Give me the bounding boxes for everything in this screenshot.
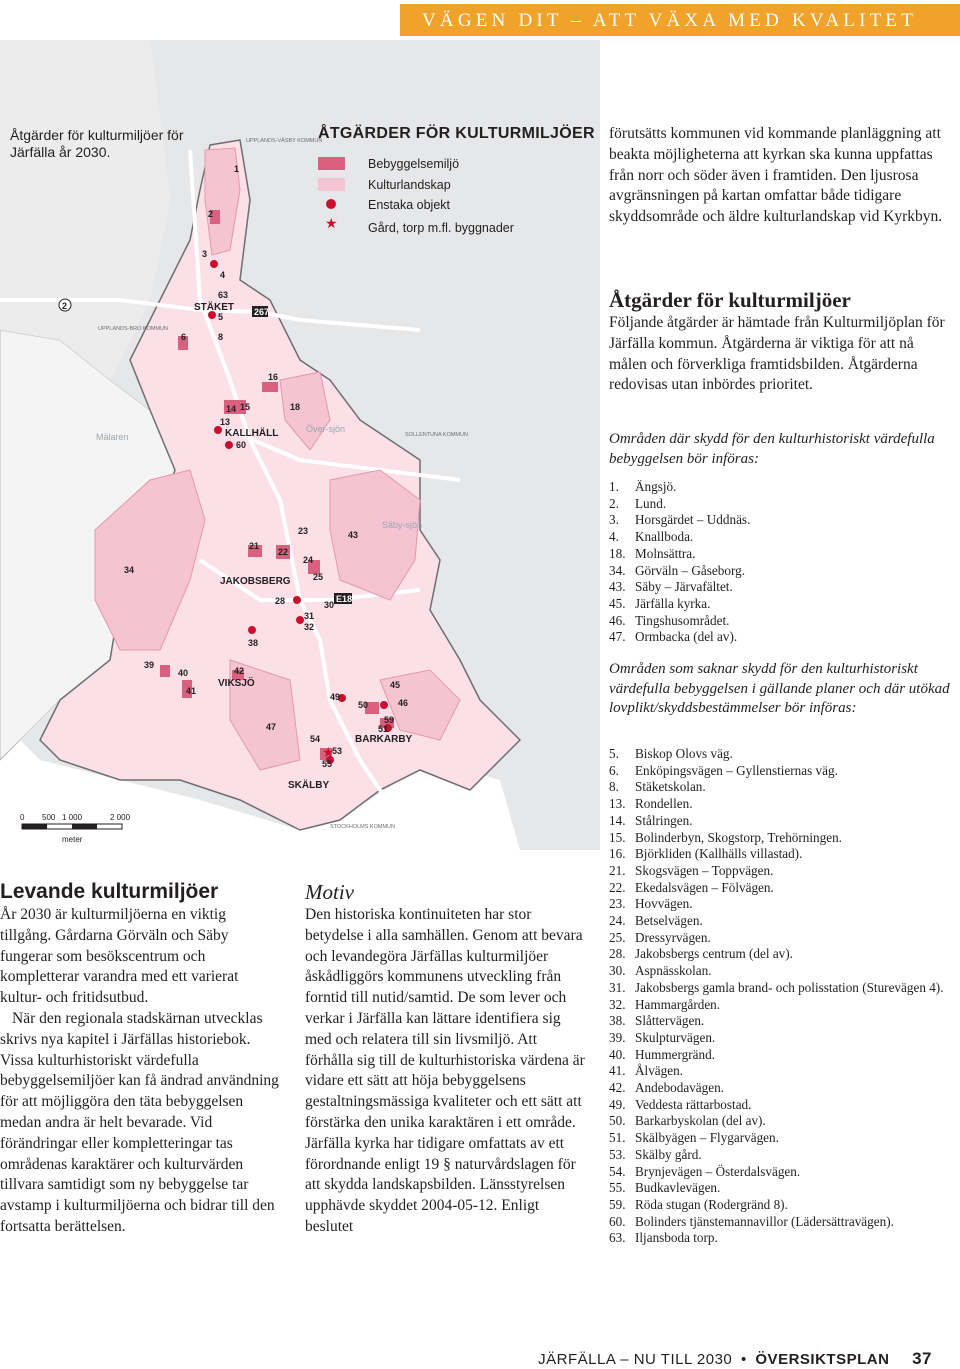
- area-number: 46: [398, 698, 409, 708]
- list-item: 50. Barkarbyskolan (del av).: [609, 1113, 766, 1129]
- list-item: 63. Iljansboda torp.: [609, 1230, 718, 1246]
- area-number: 5: [218, 312, 224, 322]
- list-item: 18. Molnsättra.: [609, 545, 696, 561]
- area-number: 30: [324, 600, 335, 610]
- area-number: 45: [390, 680, 401, 690]
- label-upplands-vasby: UPPLANDS-VÄSBY KOMMUN: [246, 138, 323, 144]
- scale-tick: 0: [20, 813, 25, 822]
- list-lovplikt: [609, 746, 954, 1247]
- column-heading: Motiv: [305, 880, 354, 904]
- legend-star-icon: ★: [325, 216, 338, 232]
- scale-bar: [20, 813, 131, 844]
- legend-item: Bebyggelsemiljö: [368, 157, 460, 171]
- label-malaren: Mälaren: [96, 432, 129, 442]
- list-item: 2. Lund.: [609, 495, 667, 511]
- area-number: 59: [384, 715, 395, 725]
- list-item: 4. Knallboda.: [609, 529, 694, 545]
- area-number: 15: [240, 402, 251, 412]
- list-protection: [609, 479, 954, 646]
- list-item: 32. Hammargården.: [609, 996, 721, 1012]
- area-number: 3: [202, 249, 208, 259]
- list-item: 42. Andebodavägen.: [609, 1080, 724, 1096]
- area-number: 8: [218, 332, 224, 342]
- label-jakobsberg: JAKOBSBERG: [220, 576, 291, 587]
- list-item: 24. Betselvägen.: [609, 913, 703, 929]
- list-item: 16. Björkliden (Kallhälls villastad).: [609, 846, 803, 862]
- map-caption: Åtgärder för kulturmiljöer för Järfälla år 2030.: [10, 127, 184, 160]
- section-intro: Följande åtgärder är hämtade från Kulturmiljöplan för Järfälla kommun. Åtgärderna är viktiga för att nå målen och förverkliga framtidsbilden. Åtgärderna redovisas utan inbördes prioritet.: [609, 314, 945, 394]
- area-number: 28: [275, 596, 286, 606]
- area-number: 55: [322, 759, 333, 769]
- list-item: 5. Biskop Olovs väg.: [609, 746, 733, 761]
- scale-unit: meter: [62, 835, 83, 844]
- subheading-protection: Områden där skydd för den kulturhistoriskt värdefulla bebyggelsen bör införas:: [609, 431, 935, 467]
- list-item: 41. Ålvägen.: [609, 1063, 683, 1079]
- paragraph: År 2030 är kulturmiljöerna en viktig tillgång. Gårdarna Görväln och Säby fungerar som besökscentrum och kompletterar varandra med ett varierat kultur- och fritidsutbud.: [0, 906, 239, 1007]
- svg-text:267: 267: [254, 307, 270, 317]
- list-item: 34. Görväln – Gåseborg.: [609, 562, 745, 578]
- list-item: 28. Jakobsbergs centrum (del av).: [609, 946, 793, 962]
- map: [0, 40, 600, 850]
- list-item: 59. Röda stugan (Rodergränd 8).: [609, 1196, 788, 1212]
- area-number: 14: [226, 404, 237, 414]
- area-number: 41: [186, 686, 197, 696]
- area-number: 38: [248, 638, 259, 648]
- label-viksjo: VIKSJÖ: [218, 678, 255, 689]
- header-banner: [400, 4, 960, 36]
- column-heading: Levande kulturmiljöer: [0, 880, 219, 903]
- area-number: 13: [220, 417, 231, 427]
- area-number: 50: [358, 700, 369, 710]
- area-number: 25: [313, 572, 324, 582]
- list-item: 54. Brynjevägen – Österdalsvägen.: [609, 1163, 801, 1179]
- list-item: 46. Tingshusområdet.: [609, 612, 730, 628]
- continuation-text: förutsätts kommunen vid kommande planläggning att beakta möjligheterna att kyrkan ska kunna uppfattas från norr och söder även i framtiden. Den ljusrosa avgränsningen på kartan omfattar både tidigare skyddsområde och äldre kulturlandskap vid Kyrkbyn.: [609, 125, 943, 226]
- label-sabysjon: Säby-sjön: [382, 520, 423, 530]
- list-item: 38. Slåttervägen.: [609, 1013, 705, 1029]
- list-item: 25. Dressyrvägen.: [609, 929, 711, 945]
- legend-item: Kulturlandskap: [368, 178, 451, 192]
- label-kallhall: KALLHÄLL: [225, 428, 279, 439]
- list-item: 53. Skälby gård.: [609, 1146, 702, 1162]
- area-number: 23: [298, 526, 309, 536]
- column-levande: [0, 880, 280, 1238]
- scale-tick: 1 000: [62, 813, 83, 822]
- area-number: 53: [332, 746, 343, 756]
- area-number: 51: [378, 724, 389, 734]
- area-number: 6: [181, 332, 187, 342]
- list-item: 47. Ormbacka (del av).: [609, 629, 738, 645]
- list-item: 21. Skogsvägen – Toppvägen.: [609, 862, 774, 878]
- area-number: 42: [234, 666, 245, 676]
- label-skalby: SKÄLBY: [288, 780, 330, 791]
- list-item: 45. Järfälla kyrka.: [609, 595, 711, 611]
- legend-title: ÅTGÄRDER FÖR KULTURMILJÖER: [318, 125, 595, 142]
- area-number: 47: [266, 722, 277, 732]
- list-item: 13. Rondellen.: [609, 796, 693, 812]
- area-number: 32: [304, 622, 315, 632]
- list-item: 43. Säby – Järvafältet.: [609, 579, 733, 595]
- list-item: 31. Jakobsbergs gamla brand- och polisstation (Sturevägen 4).: [609, 979, 944, 995]
- area-number: 1: [234, 164, 240, 174]
- list-item: 15. Bolinderbyn, Skogstorp, Trehörningen.: [609, 829, 842, 845]
- legend-swatch-bebyggelse: [318, 157, 345, 170]
- banner-title: VÄGEN DIT – ATT VÄXA MED KVALITET: [422, 10, 918, 31]
- list-item: 60. Bolinders tjänstemannavillor (Lädersättravägen).: [609, 1213, 894, 1229]
- list-item: 51. Skälbyägen – Flygarvägen.: [609, 1130, 779, 1146]
- footer-section: ÖVERSIKTSPLAN: [755, 1351, 890, 1368]
- subheading-lovplikt: Områden som saknar skydd för den kulturhistoriskt värdefulla bebyggelsen i gällande planer och där utökad lovplikt/skyddsbestämmelser bör införas:: [609, 661, 950, 716]
- area-number: 40: [178, 668, 189, 678]
- list-item: 6. Enköpingsvägen – Gyllenstiernas väg.: [609, 762, 838, 778]
- area-number: 22: [278, 547, 289, 557]
- label-barkarby: BARKARBY: [355, 734, 413, 745]
- area-number: 21: [249, 541, 260, 551]
- page-number: 37: [912, 1349, 932, 1368]
- area-number: 34: [124, 565, 135, 575]
- label-oversjon: Över-sjön: [306, 424, 346, 434]
- area-number: 63: [218, 290, 229, 300]
- label-upplands-bro: UPPLANDS-BRO KOMMUN: [98, 326, 168, 332]
- page-footer: [538, 1349, 932, 1369]
- column-motiv: [305, 880, 585, 1238]
- list-item: 23. Hovvägen.: [609, 896, 693, 912]
- label-staket: STÄKET: [194, 302, 234, 313]
- area-number: 18: [290, 402, 301, 412]
- legend-item: Enstaka objekt: [368, 198, 450, 212]
- area-number: 4: [220, 270, 226, 280]
- area-number: 54: [310, 734, 321, 744]
- area-number: 49: [330, 692, 341, 702]
- area-number: 2: [208, 209, 214, 219]
- area-number: 24: [303, 555, 314, 565]
- footer-title: JÄRFÄLLA – NU TILL 2030: [538, 1351, 733, 1368]
- list-item: 30. Aspnässkolan.: [609, 963, 712, 979]
- list-item: 8. Stäketskolan.: [609, 779, 706, 795]
- list-item: 3. Horsgärdet – Uddnäs.: [609, 512, 751, 528]
- list-item: 14. Stålringen.: [609, 812, 693, 828]
- legend-swatch-kulturlandskap: [318, 178, 345, 191]
- area-number: 39: [144, 660, 155, 670]
- footer-separator: •: [740, 1351, 747, 1368]
- area-number: 31: [304, 611, 315, 621]
- scale-tick: 500: [42, 813, 56, 822]
- svg-text:E18: E18: [336, 594, 353, 604]
- svg-text:2: 2: [62, 301, 68, 311]
- list-item: 1. Ängsjö.: [609, 479, 677, 494]
- area-number: 43: [348, 530, 359, 540]
- label-stockholms: STOCKHOLMS KOMMUN: [330, 824, 395, 830]
- legend-item: Gård, torp m.fl. byggnader: [368, 221, 514, 235]
- scale-tick: 2 000: [110, 813, 131, 822]
- label-sollentuna: SOLLENTUNA KOMMUN: [405, 432, 468, 438]
- list-item: 39. Skulpturvägen.: [609, 1029, 716, 1045]
- area-number: 16: [268, 372, 279, 382]
- gard-star-icon: ★: [322, 744, 335, 760]
- section-heading: Åtgärder för kulturmiljöer: [609, 288, 851, 312]
- paragraph: Den historiska kontinuiteten har stor betydelse i alla samhällen. Genom att bevara och levandegöra Järfällas kulturmiljöer åskådliggörs kommunens utveckling från forntid till nutid/samtid. De som lever och verkar i Järfälla kan lättare identifiera sig med och relatera till sin livsmiljö. Att förhålla sig till de kulturhistoriska värdena är vidare ett sätt att höja bebyggelsens gestaltningsmässiga kvaliteter och ett sätt att förstärka den unika karaktären i ett område. Järfälla kyrka har tidigare omfattats av ett förordnande enligt 19 § naturvårdslagen för att skydda landskapsbilden. Länsstyrelsen upphävde skyddet 2004-05-12. Enligt beslutet: [305, 906, 585, 1235]
- list-item: 40. Hummergränd.: [609, 1046, 715, 1062]
- paragraph: När den regionala stadskärnan utvecklas skrivs nya kapitel i Järfällas historiebok. Vissa kulturhistoriskt värdefulla bebyggelsemiljöer kan få ändrad användning för att möjliggöra den täta bebyggelsen medan andra är helt bevarade. Vid förändringar eller kompletteringar tas områdenas karaktärer och kulturvärden tillvara samtidigt som ny bebyggelse tar avstamp i kulturmiljöerna och bidrar till den fortsatta berättelsen.: [0, 1009, 279, 1235]
- legend-dot-icon: [326, 199, 336, 209]
- list-item: 22. Ekedalsvägen – Fölvägen.: [609, 879, 774, 895]
- list-item: 49. Veddesta rättarbostad.: [609, 1096, 752, 1112]
- area-number: 60: [236, 440, 247, 450]
- list-item: 55. Budkavlevägen.: [609, 1180, 721, 1196]
